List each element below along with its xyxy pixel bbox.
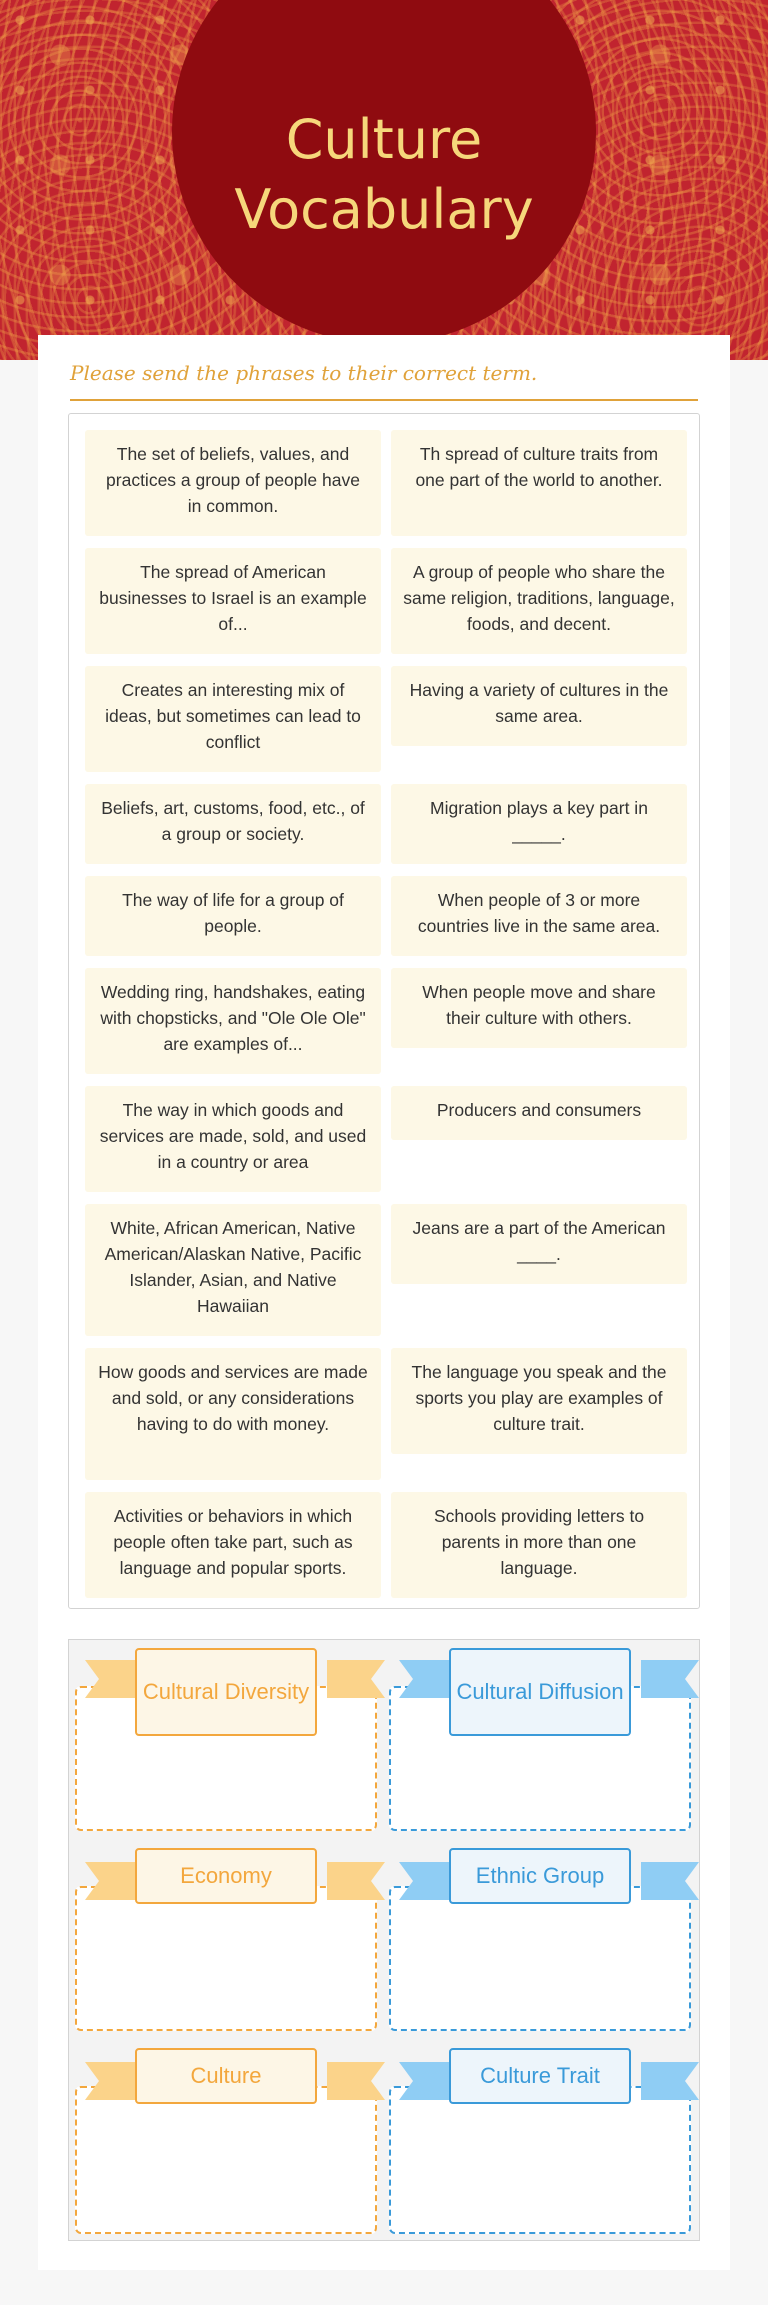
term-label-cultural-diversity: Cultural Diversity <box>135 1648 317 1736</box>
draggable-phrase[interactable]: Beliefs, art, customs, food, etc., of a group or society. <box>85 784 381 864</box>
draggable-phrase[interactable]: The way of life for a group of people. <box>85 876 381 956</box>
draggable-phrase[interactable]: The way in which goods and services are made, sold, and used in a country or area <box>85 1086 381 1192</box>
draggable-phrase[interactable]: When people move and share their culture with others. <box>391 968 687 1048</box>
ribbon-tail-icon <box>641 2062 699 2100</box>
draggable-phrase[interactable]: Th spread of culture traits from one part of the world to another. <box>391 430 687 536</box>
page-title-line1: Culture <box>285 108 483 171</box>
draggable-phrase[interactable]: The spread of American businesses to Israel is an example of... <box>85 548 381 654</box>
ribbon-tail-icon <box>327 1660 385 1698</box>
term-label-ethnic-group: Ethnic Group <box>449 1848 631 1904</box>
draggable-phrase[interactable]: The set of beliefs, values, and practices a group of people have in common. <box>85 430 381 536</box>
draggable-phrase[interactable]: Schools providing letters to parents in more than one language. <box>391 1492 687 1598</box>
title-circle <box>172 0 596 344</box>
drop-zone-culture-trait[interactable] <box>389 2086 691 2234</box>
ribbon-tail-icon <box>641 1660 699 1698</box>
instructions: Please send the phrases to their correct term. <box>70 361 698 401</box>
ribbon-tail-icon <box>327 1862 385 1900</box>
worksheet-card <box>38 335 730 2270</box>
draggable-phrase[interactable]: Jeans are a part of the American ____. <box>391 1204 687 1284</box>
draggable-phrase[interactable]: When people of 3 or more countries live in the same area. <box>391 876 687 956</box>
draggable-phrase[interactable]: Producers and consumers <box>391 1086 687 1140</box>
drop-zone-panel <box>68 1639 700 2241</box>
header-banner <box>0 0 768 360</box>
draggable-phrase[interactable]: White, African American, Native American/Alaskan Native, Pacific Islander, Asian, and Native Hawaiian <box>85 1204 381 1336</box>
draggable-phrase[interactable]: Wedding ring, handshakes, eating with chopsticks, and "Ole Ole Ole" are examples of... <box>85 968 381 1074</box>
term-label-culture-trait: Culture Trait <box>449 2048 631 2104</box>
ribbon-tail-icon <box>327 2062 385 2100</box>
page-title-line2: Vocabulary <box>234 178 534 241</box>
term-label-cultural-diffusion: Cultural Diffusion <box>449 1648 631 1736</box>
drop-zone-ethnic-group[interactable] <box>389 1886 691 2031</box>
draggable-phrase[interactable]: Activities or behaviors in which people often take part, such as language and popular sports. <box>85 1492 381 1598</box>
drop-zone-economy[interactable] <box>75 1886 377 2031</box>
draggable-phrase[interactable]: Migration plays a key part in _____. <box>391 784 687 864</box>
draggable-phrase[interactable]: Having a variety of cultures in the same area. <box>391 666 687 746</box>
phrase-bank <box>68 413 700 1609</box>
ribbon-tail-icon <box>641 1862 699 1900</box>
drop-zone-culture[interactable] <box>75 2086 377 2234</box>
term-label-culture: Culture <box>135 2048 317 2104</box>
draggable-phrase[interactable]: A group of people who share the same religion, traditions, language, foods, and decent. <box>391 548 687 654</box>
draggable-phrase[interactable]: Creates an interesting mix of ideas, but sometimes can lead to conflict <box>85 666 381 772</box>
draggable-phrase[interactable]: How goods and services are made and sold, or any considerations having to do with money. <box>85 1348 381 1480</box>
term-label-economy: Economy <box>135 1848 317 1904</box>
draggable-phrase[interactable]: The language you speak and the sports you play are examples of culture trait. <box>391 1348 687 1454</box>
